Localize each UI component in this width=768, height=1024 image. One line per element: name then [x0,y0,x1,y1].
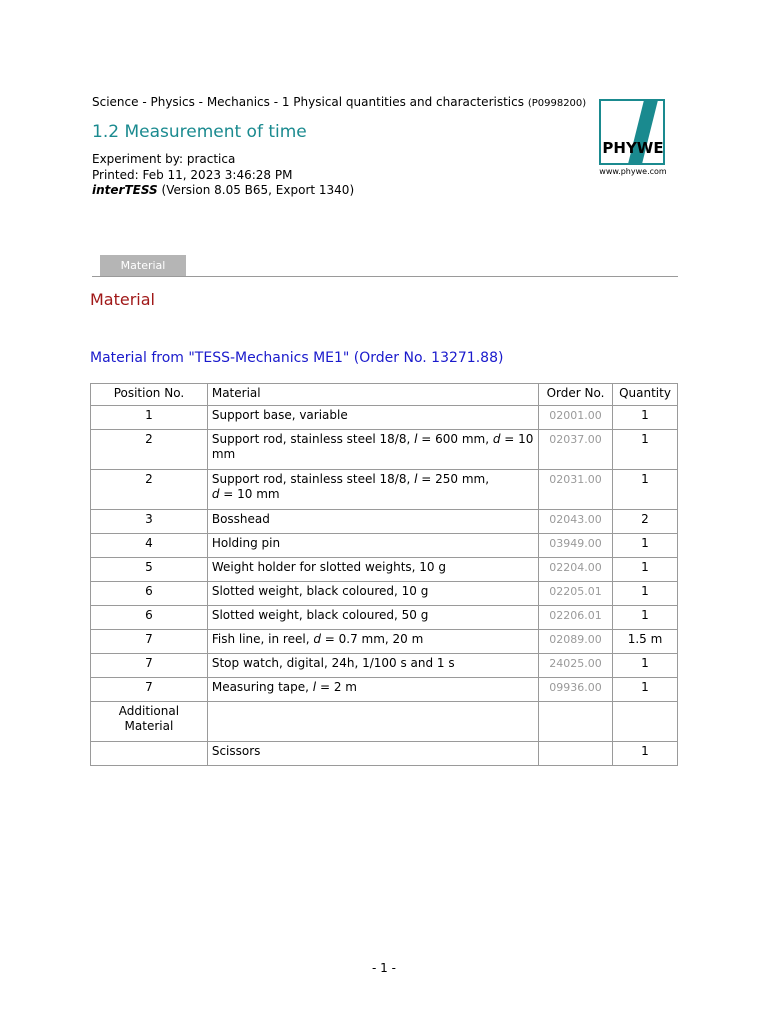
cell-material [207,629,538,653]
cell-quantity: 1 [612,605,677,629]
document-meta [92,152,354,199]
table-row [91,677,678,701]
material-text: = 10 mm [219,487,280,501]
materials-table [90,383,678,766]
cell-order-no: 02031.00 [539,469,613,509]
cell-order-no: 02089.00 [539,629,613,653]
cell-order-no: 02205.01 [539,581,613,605]
page-number: - 1 - [372,961,396,975]
table-row [91,509,678,533]
header-position: Position No. [91,384,208,406]
cell-material [207,677,538,701]
material-text: Slotted weight, black coloured, 10 g [211,583,429,598]
material-text: Support base, variable [211,407,348,422]
breadcrumb-code: (P0998200) [527,98,587,109]
cell-order-no: 24025.00 [539,653,613,677]
material-text: = 600 mm, [417,431,493,446]
breadcrumb-text: Science - Physics - Mechanics - 1 Physical quantities and characteristics [92,95,524,109]
table-row [91,429,678,469]
material-text: Stop watch, digital, 24h, 1/100 s and 1 s [211,655,455,670]
table-row [91,581,678,605]
table-row [91,405,678,429]
cell-position: 2 [91,469,208,509]
cell-position: 4 [91,533,208,557]
cell-position: 3 [91,509,208,533]
material-symbol: l [414,471,418,486]
table-row [91,701,678,741]
cell-order-no: 02037.00 [539,429,613,469]
material-text: = 0.7 mm, 20 m [320,631,424,646]
material-symbol: d [211,487,220,501]
table-row [91,533,678,557]
cell-quantity: 1 [612,429,677,469]
material-text: Holding pin [211,535,281,550]
cell-position: 2 [91,429,208,469]
software-version [92,183,354,199]
page-title: 1.2 Measurement of time [92,122,307,142]
table-row [91,469,678,509]
tab-material[interactable]: Material [100,255,186,276]
cell-order-no: 02001.00 [539,405,613,429]
cell-order-no [539,741,613,765]
cell-position [91,741,208,765]
table-row [91,741,678,765]
material-text: Scissors [211,743,261,758]
table-row [91,557,678,581]
material-text: = 10 mm [211,431,534,461]
material-text: Fish line, in reel, [211,631,314,646]
experiment-by: Experiment by: practica [92,152,236,166]
cell-material [207,701,538,741]
cell-material [207,509,538,533]
cell-quantity: 1 [612,677,677,701]
version-text: (Version 8.05 B65, Export 1340) [157,183,355,197]
section-title: Material [90,290,155,309]
cell-material [207,405,538,429]
cell-quantity [612,701,677,741]
cell-quantity: 1.5 m [612,629,677,653]
cell-order-no: 09936.00 [539,677,613,701]
cell-order-no: 02204.00 [539,557,613,581]
printed-date: Printed: Feb 11, 2023 3:46:28 PM [92,167,293,182]
material-text: Slotted weight, black coloured, 50 g [211,607,429,622]
cell-position: Additional Material [91,701,208,741]
cell-material [207,741,538,765]
material-symbol: d [492,431,501,446]
cell-quantity: 1 [612,741,677,765]
cell-order-no: 03949.00 [539,533,613,557]
cell-position: 1 [91,405,208,429]
cell-quantity: 1 [612,581,677,605]
cell-quantity: 1 [612,557,677,581]
material-text: Support rod, stainless steel 18/8, [211,431,415,446]
table-row [91,605,678,629]
header-material: Material [207,384,538,406]
logo-wordmark: PHYWE [602,139,664,157]
cell-material [207,581,538,605]
cell-quantity: 1 [612,469,677,509]
material-symbol: l [312,679,317,694]
cell-order-no: 02043.00 [539,509,613,533]
cell-quantity: 1 [612,405,677,429]
table-row [91,653,678,677]
breadcrumb [92,95,586,109]
tab-divider [92,276,678,277]
table-row [91,629,678,653]
cell-material [207,469,538,509]
cell-position: 6 [91,581,208,605]
cell-order-no [539,701,613,741]
cell-material [207,605,538,629]
cell-material [207,557,538,581]
cell-material [207,653,538,677]
material-text: Measuring tape, [211,679,313,694]
cell-position: 7 [91,653,208,677]
table-body [91,405,678,765]
material-text: Weight holder for slotted weights, 10 g [211,559,447,574]
material-text: Support rod, stainless steel 18/8, [211,471,415,486]
brand-name: interTESS [92,183,158,197]
material-text: Bosshead [211,511,270,526]
cell-position: 7 [91,629,208,653]
cell-position: 7 [91,677,208,701]
material-symbol: d [313,631,321,646]
cell-quantity: 2 [612,509,677,533]
logo-url: www.phywe.com [599,167,667,176]
cell-quantity: 1 [612,533,677,557]
cell-order-no: 02206.01 [539,605,613,629]
subsection-title: Material from "TESS-Mechanics ME1" (Order No. 13271.88) [90,350,504,366]
material-symbol: l [414,431,418,446]
cell-material [207,533,538,557]
cell-position: 6 [91,605,208,629]
cell-material [207,429,538,469]
material-text: = 250 mm, [417,471,490,486]
cell-position: 5 [91,557,208,581]
material-text: = 2 m [316,679,357,694]
header-quantity: Quantity [612,384,677,406]
cell-quantity: 1 [612,653,677,677]
table-header-row [91,384,678,406]
header-order-no: Order No. [539,384,613,406]
